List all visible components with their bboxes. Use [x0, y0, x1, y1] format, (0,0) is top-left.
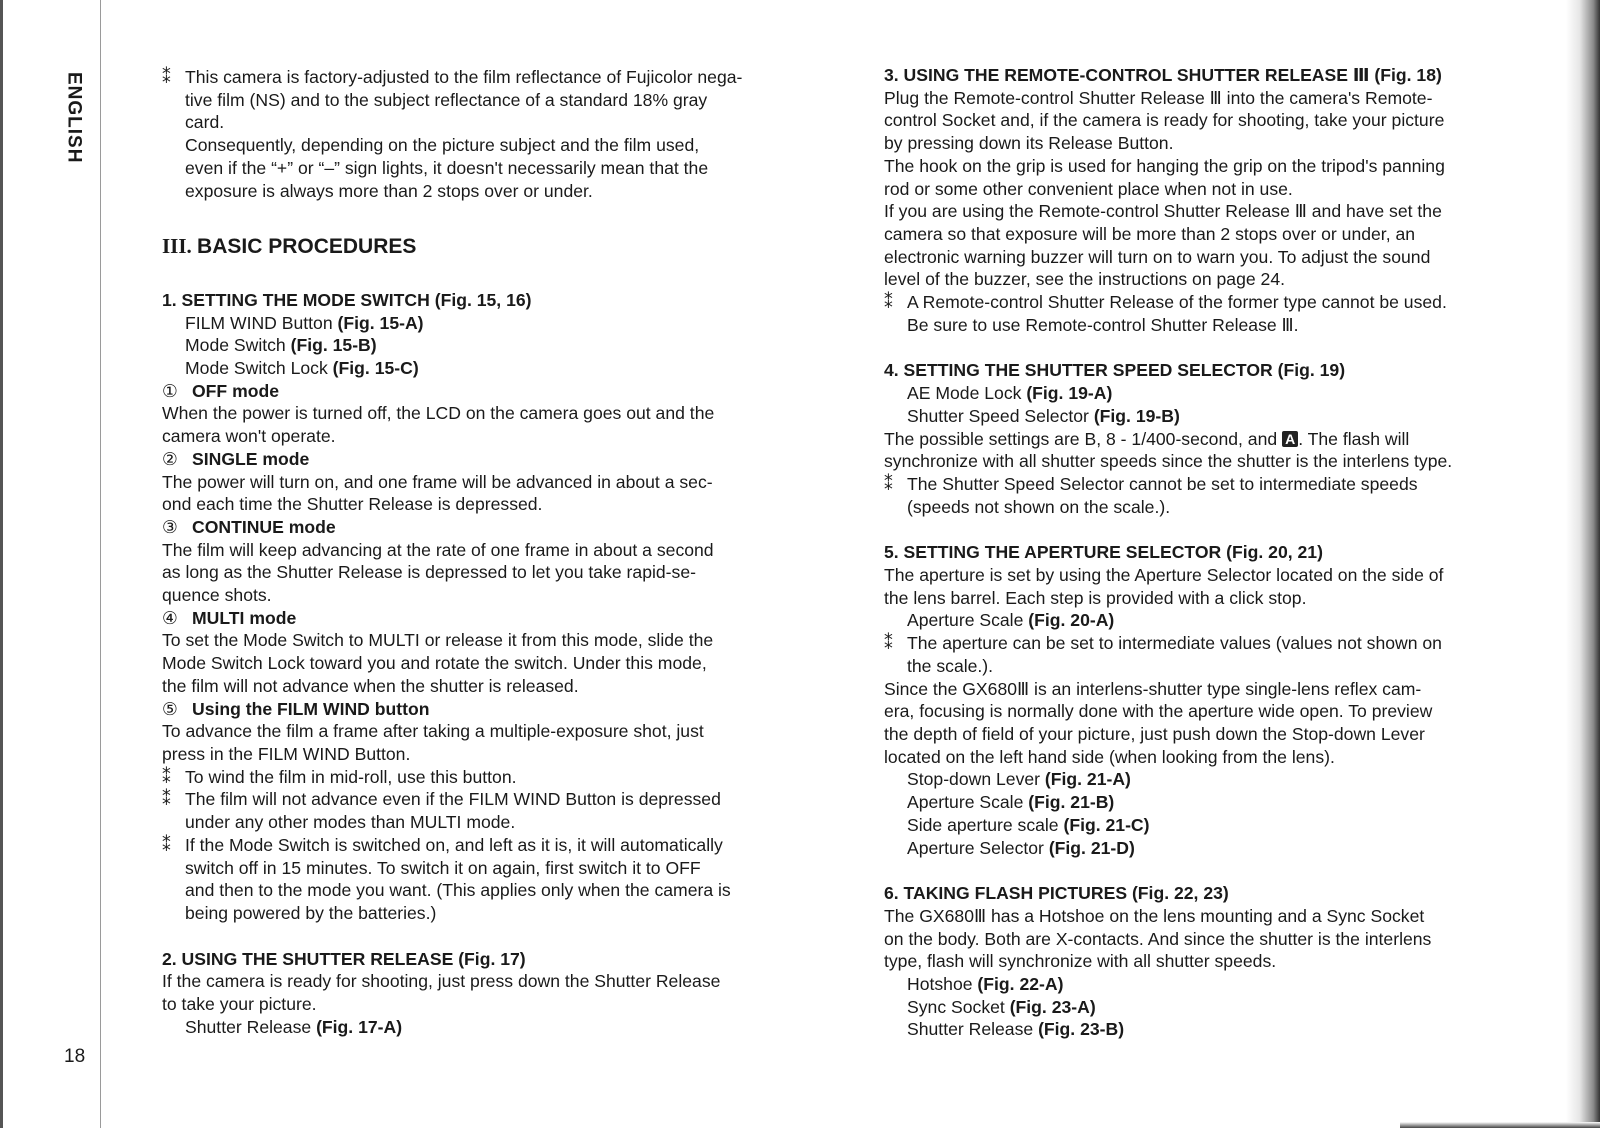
fig-item: Aperture Selector (Fig. 21-D): [907, 837, 1135, 858]
body-line: Mode Switch Lock toward you and rotate the switch. Under this mode,: [162, 653, 707, 674]
fig-item: Aperture Scale (Fig. 21-B): [907, 792, 1115, 813]
fig-item: Sync Socket (Fig. 23-A): [907, 996, 1096, 1017]
note-line: card.: [185, 112, 225, 133]
note-mark-icon: ⁑: [884, 633, 893, 654]
body-line: on the body. Both are X-contacts. And since the shutter is the interlens: [884, 928, 1432, 949]
heading-remote-release: 3. USING THE REMOTE-CONTROL SHUTTER RELEASE Ⅲ (Fig. 18): [884, 65, 1442, 85]
page-bottom-shadow: [1400, 1122, 1600, 1128]
body-line: Plug the Remote-control Shutter Release Ⅲ into the camera's Remote-: [884, 87, 1433, 108]
page-number: 18: [64, 1046, 86, 1067]
body-line: as long as the Shutter Release is depressed to let you take rapid-se-: [162, 562, 696, 583]
body-line: synchronize with all shutter speeds since the shutter is the interlens type.: [884, 451, 1453, 472]
mode-multi-heading: ④ MULTI mode: [162, 607, 297, 628]
margin-rule: [100, 0, 101, 1128]
body-line: to take your picture.: [162, 994, 317, 1015]
heading-shutter-speed: 4. SETTING THE SHUTTER SPEED SELECTOR (Fig. 19): [884, 360, 1346, 381]
note-mark-icon: ⁑: [162, 834, 171, 855]
note-former-type: ⁑ A Remote-control Shutter Release of the former type cannot be used. Be sure to use Remote-control Shutter Release Ⅲ.: [884, 292, 1447, 335]
body-line: the depth of field of your picture, just push down the Stop-down Lever: [884, 723, 1425, 744]
fig-item: Shutter Release (Fig. 23-B): [907, 1019, 1125, 1040]
fig-item: Aperture Scale (Fig. 20-A): [907, 610, 1115, 631]
body-line: The possible settings are B, 8 - 1/400-second, and A . The flash will: [884, 428, 1410, 449]
body-line: control Socket and, if the camera is ready for shooting, take your picture: [884, 110, 1445, 131]
mode-single-heading: ② SINGLE mode: [162, 448, 310, 469]
fig-item: Hotshoe (Fig. 22-A): [907, 974, 1064, 995]
note-auto-off: ⁑ If the Mode Switch is switched on, and left as it is, it will automatically switch off in 15 minutes. To switch it on again, first switch it to OFF and then to the mode you want. (This applies only when the camera is being powered by the batteries.): [162, 834, 731, 923]
body-line: type, flash will synchronize with all shutter speeds.: [884, 951, 1277, 972]
body-line: quence shots.: [162, 585, 272, 606]
note-line: This camera is factory-adjusted to the film reflectance of Fujicolor nega-: [185, 67, 743, 87]
page-left-edge: [0, 0, 3, 1128]
note-mark-icon: ⁑: [162, 789, 171, 810]
fig-item: Shutter Speed Selector (Fig. 19-B): [907, 405, 1180, 426]
heading-shutter-release: 2. USING THE SHUTTER RELEASE (Fig. 17): [162, 948, 526, 969]
body-line: the film will not advance when the shutter is released.: [162, 675, 579, 696]
heading-aperture: 5. SETTING THE APERTURE SELECTOR (Fig. 20, 21): [884, 542, 1323, 563]
note-exposure: [162, 66, 812, 202]
body-line: The film will keep advancing at the rate of one frame in about a second: [162, 539, 714, 560]
body-line: The hook on the grip is used for hanging the grip on the tripod's panning: [884, 155, 1445, 176]
body-line: level of the buzzer, see the instructions on page 24.: [884, 269, 1286, 290]
auto-mode-icon: A: [1282, 431, 1298, 447]
note-line: even if the “+” or “–” sign lights, it doesn't necessarily mean that the: [185, 157, 709, 178]
fig-item: AE Mode Lock (Fig. 19-A): [907, 383, 1113, 404]
note-mid-roll: ⁑ To wind the film in mid-roll, use this button.: [162, 766, 517, 787]
note-line: exposure is always more than 2 stops over or under.: [185, 180, 593, 201]
mode-continue-heading: ③ CONTINUE mode: [162, 516, 336, 537]
body-line: by pressing down its Release Button.: [884, 133, 1174, 154]
body-line: press in the FILM WIND Button.: [162, 743, 411, 764]
note-intermediate-speeds: ⁑ The Shutter Speed Selector cannot be set to intermediate speeds (speeds not shown on the scale.).: [884, 473, 1418, 517]
language-tab: ENGLISH: [63, 72, 85, 164]
fig-item: Mode Switch (Fig. 15-B): [185, 335, 377, 356]
fig-item: Shutter Release (Fig. 17-A): [185, 1016, 403, 1037]
body-line: the lens barrel. Each step is provided with a click stop.: [884, 587, 1307, 608]
fig-item: Stop-down Lever (Fig. 21-A): [907, 769, 1131, 790]
body-line: If the camera is ready for shooting, just press down the Shutter Release: [162, 971, 721, 992]
film-wind-heading: ⑤ Using the FILM WIND button: [162, 698, 430, 719]
section-roman: III.: [162, 234, 192, 259]
body-line: rod or some other convenient place when not in use.: [884, 178, 1293, 199]
body-line: If you are using the Remote-control Shutter Release Ⅲ and have set the: [884, 201, 1442, 222]
right-column: [884, 64, 1530, 1041]
body-line: The aperture is set by using the Aperture Selector located on the side of: [884, 565, 1444, 586]
page-binding-shadow: [1566, 0, 1600, 1128]
note-multi-only: ⁑ The film will not advance even if the FILM WIND Button is depressed under any other modes than MULTI mode.: [162, 789, 721, 833]
note-mark-icon: ⁑: [162, 67, 171, 87]
note-line: Consequently, depending on the picture subject and the film used,: [185, 135, 700, 156]
body-line: The power will turn on, and one frame will be advanced in about a sec-: [162, 471, 713, 492]
note-intermediate-values: ⁑ The aperture can be set to intermediate values (values not shown on the scale.).: [884, 633, 1442, 676]
body-line: electronic warning buzzer will turn on to warn you. To adjust the sound: [884, 246, 1431, 267]
body-line: located on the left hand side (when looking from the lens).: [884, 746, 1335, 767]
body-line: camera so that exposure will be more than 2 stops over or under, an: [884, 223, 1416, 244]
heading-flash: 6. TAKING FLASH PICTURES (Fig. 22, 23): [884, 883, 1229, 904]
note-mark-icon: ⁑: [162, 766, 171, 787]
fig-item: Side aperture scale (Fig. 21-C): [907, 814, 1150, 835]
heading-mode-switch: 1. SETTING THE MODE SWITCH (Fig. 15, 16): [162, 289, 532, 310]
section-title: BASIC PROCEDURES: [197, 235, 417, 259]
mode-off-heading: ① OFF mode: [162, 380, 279, 401]
body-line: camera won't operate.: [162, 426, 336, 447]
body-line: To advance the film a frame after taking a multiple-exposure shot, just: [162, 721, 704, 742]
note-mark-icon: ⁑: [884, 292, 893, 313]
left-column: [162, 66, 812, 1038]
note-line: tive film (NS) and to the subject reflectance of a standard 18% gray: [185, 89, 708, 110]
body-line: When the power is turned off, the LCD on the camera goes out and the: [162, 403, 715, 424]
body-line: ond each time the Shutter Release is depressed.: [162, 494, 543, 515]
body-line: era, focusing is normally done with the aperture wide open. To preview: [884, 701, 1433, 722]
fig-item: FILM WIND Button (Fig. 15-A): [185, 312, 424, 333]
body-line: Since the GX680Ⅲ is an interlens-shutter type single-lens reflex cam-: [884, 678, 1422, 699]
body-line: The GX680Ⅲ has a Hotshoe on the lens mounting and a Sync Socket: [884, 905, 1425, 926]
section-heading: [162, 235, 812, 259]
fig-item: Mode Switch Lock (Fig. 15-C): [185, 358, 419, 379]
note-mark-icon: ⁑: [884, 473, 893, 494]
body-line: To set the Mode Switch to MULTI or release it from this mode, slide the: [162, 630, 714, 651]
